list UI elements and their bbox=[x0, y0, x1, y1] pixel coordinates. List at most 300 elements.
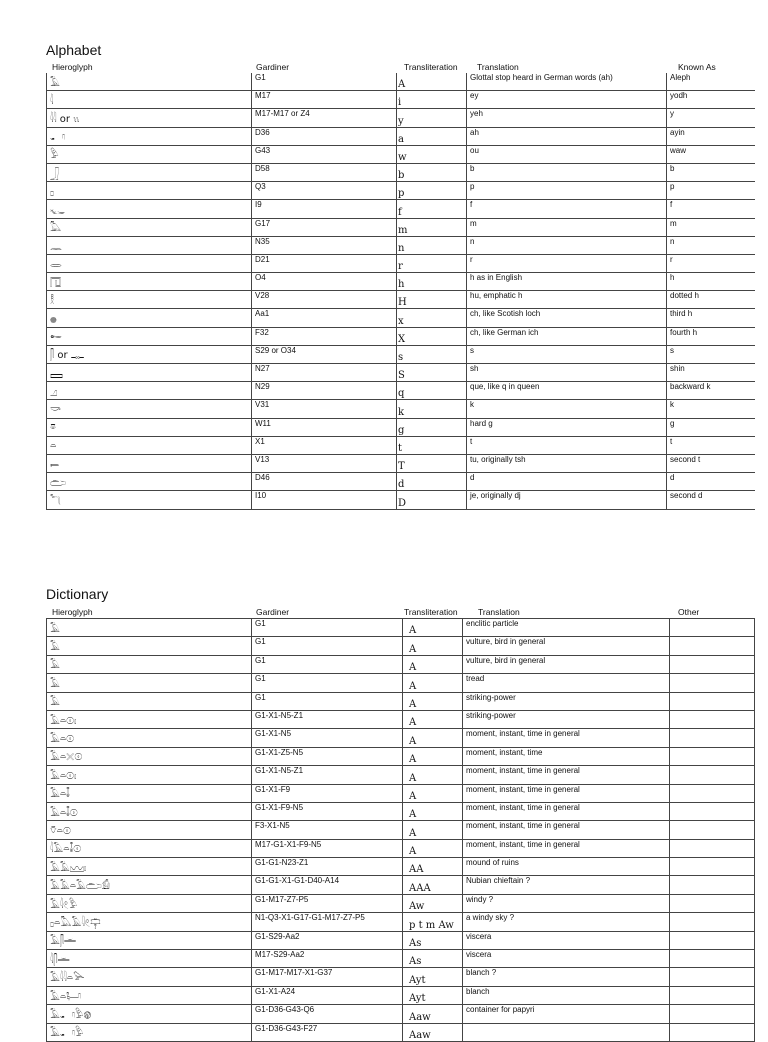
cell-translit: A bbox=[403, 729, 463, 747]
cell-known: p bbox=[667, 182, 755, 200]
cell-translation: yeh bbox=[467, 109, 667, 127]
cell-glyph: 𓍿 bbox=[47, 454, 252, 472]
cell-glyph: 𓂧 bbox=[47, 473, 252, 491]
alphabet-row bbox=[47, 273, 755, 291]
cell-gardiner: G1 bbox=[252, 619, 403, 637]
dictionary-row bbox=[47, 968, 755, 986]
cell-translit: A bbox=[403, 784, 463, 802]
alphabet-row bbox=[47, 254, 755, 272]
cell-translit: A bbox=[403, 637, 463, 655]
cell-translit: h bbox=[397, 273, 467, 291]
alphabet-row bbox=[47, 491, 755, 509]
cell-gardiner: G1 bbox=[252, 692, 403, 710]
cell-glyph: 𓄿𓂝𓅱 bbox=[47, 1023, 252, 1041]
cell-known: r bbox=[667, 254, 755, 272]
cell-translation: a windy sky ? bbox=[463, 913, 670, 931]
dictionary-title: Dictionary bbox=[46, 586, 109, 602]
cell-translation: p bbox=[467, 182, 667, 200]
cell-gardiner: G1-G1-X1-G1-D40-A14 bbox=[252, 876, 403, 894]
cell-translit: AA bbox=[403, 858, 463, 876]
cell-translit: H bbox=[397, 291, 467, 309]
cell-other bbox=[670, 655, 755, 673]
cell-translation: viscera bbox=[463, 931, 670, 949]
cell-gardiner: F32 bbox=[252, 327, 397, 345]
alphabet-row bbox=[47, 418, 755, 436]
cell-translit: s bbox=[397, 345, 467, 363]
cell-other bbox=[670, 637, 755, 655]
cell-translation: tread bbox=[463, 674, 670, 692]
cell-gardiner: M17-M17 or Z4 bbox=[252, 109, 397, 127]
cell-translit: Aaw bbox=[403, 1005, 463, 1023]
dictionary-row bbox=[47, 1023, 755, 1041]
cell-glyph: 𓇌 or 𓏭 bbox=[47, 109, 252, 127]
cell-gardiner: G1-X1-N5 bbox=[252, 729, 403, 747]
cell-gardiner: V31 bbox=[252, 400, 397, 418]
cell-translation: enclitic particle bbox=[463, 619, 670, 637]
cell-gardiner: N29 bbox=[252, 382, 397, 400]
cell-known: dotted h bbox=[667, 291, 755, 309]
cell-glyph: 𓈎 bbox=[47, 382, 252, 400]
alphabet-row bbox=[47, 109, 755, 127]
cell-translation: r bbox=[467, 254, 667, 272]
dictionary-row bbox=[47, 784, 755, 802]
cell-glyph: 𓄿 bbox=[47, 692, 252, 710]
cell-gardiner: I10 bbox=[252, 491, 397, 509]
cell-glyph: 𓋴 or 𓊃 bbox=[47, 345, 252, 363]
cell-glyph: 𓄿 bbox=[47, 73, 252, 91]
cell-translation: k bbox=[467, 400, 667, 418]
dictionary-row bbox=[47, 674, 755, 692]
cell-gardiner: D36 bbox=[252, 127, 397, 145]
cell-known: shin bbox=[667, 364, 755, 382]
cell-gardiner: M17 bbox=[252, 91, 397, 109]
cell-glyph: 𓄿 bbox=[47, 619, 252, 637]
cell-gardiner: F3-X1-N5 bbox=[252, 821, 403, 839]
cell-known: ayin bbox=[667, 127, 755, 145]
cell-other bbox=[670, 950, 755, 968]
cell-translation: ch, like German ich bbox=[467, 327, 667, 345]
cell-translation: vulture, bird in general bbox=[463, 637, 670, 655]
cell-translit: A bbox=[403, 655, 463, 673]
cell-known: y bbox=[667, 109, 755, 127]
cell-translit: As bbox=[403, 931, 463, 949]
dictionary-row bbox=[47, 802, 755, 820]
cell-translation: t bbox=[467, 436, 667, 454]
cell-other bbox=[670, 986, 755, 1004]
cell-glyph: 𓄿𓄿𓈉𓏤 bbox=[47, 858, 252, 876]
cell-glyph: 𓄿𓇋𓇋𓏏𓅪 bbox=[47, 968, 252, 986]
cell-gardiner: N35 bbox=[252, 236, 397, 254]
cell-other bbox=[670, 1023, 755, 1041]
cell-glyph: 𓎡 bbox=[47, 400, 252, 418]
dictionary-row bbox=[47, 619, 755, 637]
dictionary-row bbox=[47, 692, 755, 710]
dictionary-header-other: Other bbox=[678, 607, 700, 617]
cell-glyph: 𓄿𓏏𓄤𓇳 bbox=[47, 802, 252, 820]
cell-known: b bbox=[667, 163, 755, 181]
cell-translit: A bbox=[403, 747, 463, 765]
cell-gardiner: X1 bbox=[252, 436, 397, 454]
alphabet-row bbox=[47, 309, 755, 327]
cell-known: Aleph bbox=[667, 73, 755, 91]
cell-glyph: 𓄿𓏏𓇳 bbox=[47, 729, 252, 747]
cell-glyph: 𓎼 bbox=[47, 418, 252, 436]
cell-translation: windy ? bbox=[463, 894, 670, 912]
cell-translation: moment, instant, time bbox=[463, 747, 670, 765]
cell-glyph: 𓈙 bbox=[47, 364, 252, 382]
cell-gardiner: G1-D36-G43-Q6 bbox=[252, 1005, 403, 1023]
cell-other bbox=[670, 802, 755, 820]
alphabet-header-gardiner: Gardiner bbox=[256, 62, 290, 72]
alphabet-row bbox=[47, 345, 755, 363]
cell-translit: Aaw bbox=[403, 1023, 463, 1041]
dictionary-row bbox=[47, 1005, 755, 1023]
cell-translit: n bbox=[397, 236, 467, 254]
cell-translit: A bbox=[403, 802, 463, 820]
dictionary-row bbox=[47, 858, 755, 876]
alphabet-header-transliteration: Transliteration bbox=[404, 62, 458, 72]
cell-translation: moment, instant, time in general bbox=[463, 784, 670, 802]
cell-gardiner: D46 bbox=[252, 473, 397, 491]
cell-known: f bbox=[667, 200, 755, 218]
cell-gardiner: S29 or O34 bbox=[252, 345, 397, 363]
cell-translit: A bbox=[403, 674, 463, 692]
cell-glyph: 𓄣𓏏𓇳 bbox=[47, 821, 252, 839]
dictionary-table bbox=[46, 618, 755, 1042]
cell-gardiner: I9 bbox=[252, 200, 397, 218]
alphabet-row bbox=[47, 436, 755, 454]
alphabet-header-hieroglyph: Hieroglyph bbox=[52, 62, 93, 72]
cell-gardiner: G1 bbox=[252, 73, 397, 91]
cell-translit: t bbox=[397, 436, 467, 454]
cell-glyph: 𓐍 bbox=[47, 309, 252, 327]
cell-gardiner: G1-M17-M17-X1-G37 bbox=[252, 968, 403, 986]
cell-translation: moment, instant, time in general bbox=[463, 839, 670, 857]
cell-glyph: 𓄡 bbox=[47, 327, 252, 345]
alphabet-row bbox=[47, 127, 755, 145]
cell-translit: As bbox=[403, 950, 463, 968]
alphabet-row bbox=[47, 364, 755, 382]
cell-gardiner: G1-X1-N5-Z1 bbox=[252, 766, 403, 784]
cell-known: waw bbox=[667, 145, 755, 163]
cell-known: d bbox=[667, 473, 755, 491]
cell-glyph: 𓄿𓋴𓏛 bbox=[47, 931, 252, 949]
cell-glyph: 𓈖 bbox=[47, 236, 252, 254]
cell-translation: je, originally dj bbox=[467, 491, 667, 509]
cell-translation: viscera bbox=[463, 950, 670, 968]
cell-glyph: 𓃀 bbox=[47, 163, 252, 181]
cell-translit: w bbox=[397, 145, 467, 163]
dictionary-table-body bbox=[47, 619, 755, 1042]
alphabet-row bbox=[47, 145, 755, 163]
cell-glyph: 𓄿 bbox=[47, 655, 252, 673]
alphabet-row bbox=[47, 163, 755, 181]
cell-translit: Aw bbox=[403, 894, 463, 912]
cell-gardiner: D58 bbox=[252, 163, 397, 181]
dictionary-row bbox=[47, 913, 755, 931]
cell-glyph: 𓂝 bbox=[47, 127, 252, 145]
cell-gardiner: G1-M17-Z7-P5 bbox=[252, 894, 403, 912]
cell-known: second d bbox=[667, 491, 755, 509]
cell-translit: a bbox=[397, 127, 467, 145]
dictionary-row bbox=[47, 766, 755, 784]
cell-gardiner: G17 bbox=[252, 218, 397, 236]
alphabet-header-known-as: Known As bbox=[678, 62, 716, 72]
cell-gardiner: M17-S29-Aa2 bbox=[252, 950, 403, 968]
dictionary-row bbox=[47, 950, 755, 968]
cell-glyph: 𓏏 bbox=[47, 436, 252, 454]
cell-translit: y bbox=[397, 109, 467, 127]
cell-gardiner: G1 bbox=[252, 655, 403, 673]
cell-translation bbox=[463, 1023, 670, 1041]
cell-translation: striking-power bbox=[463, 710, 670, 728]
cell-translit: k bbox=[397, 400, 467, 418]
cell-gardiner: O4 bbox=[252, 273, 397, 291]
cell-glyph: 𓇋 bbox=[47, 91, 252, 109]
dictionary-header-gardiner: Gardiner bbox=[256, 607, 290, 617]
cell-gardiner: G1-D36-G43-F27 bbox=[252, 1023, 403, 1041]
cell-gardiner: G1-X1-F9 bbox=[252, 784, 403, 802]
cell-other bbox=[670, 1005, 755, 1023]
cell-known: fourth h bbox=[667, 327, 755, 345]
cell-other bbox=[670, 931, 755, 949]
cell-glyph: 𓊪 bbox=[47, 182, 252, 200]
cell-glyph: 𓇋𓋴𓏛 bbox=[47, 950, 252, 968]
cell-glyph: 𓄿𓄿𓏏𓄿𓂧𓀁 bbox=[47, 876, 252, 894]
alphabet-row bbox=[47, 400, 755, 418]
alphabet-header-translation: Translation bbox=[477, 62, 519, 72]
cell-gardiner: V28 bbox=[252, 291, 397, 309]
dictionary-header-transliteration: Transliteration bbox=[404, 607, 458, 617]
cell-translit: i bbox=[397, 91, 467, 109]
cell-translit: q bbox=[397, 382, 467, 400]
cell-gardiner: G1-X1-N5-Z1 bbox=[252, 710, 403, 728]
cell-glyph: 𓂋 bbox=[47, 254, 252, 272]
dictionary-row bbox=[47, 637, 755, 655]
cell-translation: Glottal stop heard in German words (ah) bbox=[467, 73, 667, 91]
cell-known: backward k bbox=[667, 382, 755, 400]
dictionary-row bbox=[47, 894, 755, 912]
cell-translation: blanch ? bbox=[463, 968, 670, 986]
cell-translit: Ayt bbox=[403, 968, 463, 986]
cell-other bbox=[670, 821, 755, 839]
cell-translation: blanch bbox=[463, 986, 670, 1004]
cell-translit: p bbox=[397, 182, 467, 200]
cell-glyph: 𓄿𓇋𓏲𓅱 bbox=[47, 894, 252, 912]
cell-translation: vulture, bird in general bbox=[463, 655, 670, 673]
cell-known: t bbox=[667, 436, 755, 454]
cell-gardiner: Q3 bbox=[252, 182, 397, 200]
cell-translit: g bbox=[397, 418, 467, 436]
cell-known: k bbox=[667, 400, 755, 418]
dictionary-header-hieroglyph: Hieroglyph bbox=[52, 607, 93, 617]
alphabet-table bbox=[46, 73, 755, 510]
cell-gardiner: Aa1 bbox=[252, 309, 397, 327]
cell-translit: A bbox=[403, 619, 463, 637]
alphabet-row bbox=[47, 473, 755, 491]
cell-translation: striking-power bbox=[463, 692, 670, 710]
cell-translit: d bbox=[397, 473, 467, 491]
dictionary-row bbox=[47, 710, 755, 728]
cell-translation: sh bbox=[467, 364, 667, 382]
cell-glyph: 𓄿 bbox=[47, 637, 252, 655]
cell-translit: p t m Aw bbox=[403, 913, 463, 931]
cell-translit: b bbox=[397, 163, 467, 181]
cell-gardiner: M17-G1-X1-F9-N5 bbox=[252, 839, 403, 857]
cell-translit: f bbox=[397, 200, 467, 218]
cell-translation: h as in English bbox=[467, 273, 667, 291]
cell-translation: Nubian chieftain ? bbox=[463, 876, 670, 894]
cell-translit: x bbox=[397, 309, 467, 327]
cell-translation: hu, emphatic h bbox=[467, 291, 667, 309]
cell-translit: A bbox=[403, 821, 463, 839]
cell-translation: f bbox=[467, 200, 667, 218]
cell-gardiner: G43 bbox=[252, 145, 397, 163]
cell-glyph: 𓄿𓏏𓇳𓏤 bbox=[47, 710, 252, 728]
cell-other bbox=[670, 894, 755, 912]
cell-translation: moment, instant, time in general bbox=[463, 802, 670, 820]
cell-translit: X bbox=[397, 327, 467, 345]
cell-translit: D bbox=[397, 491, 467, 509]
cell-glyph: 𓆓 bbox=[47, 491, 252, 509]
dictionary-header-row bbox=[46, 607, 754, 618]
alphabet-row bbox=[47, 91, 755, 109]
cell-other bbox=[670, 619, 755, 637]
cell-known: m bbox=[667, 218, 755, 236]
cell-translation: b bbox=[467, 163, 667, 181]
alphabet-row bbox=[47, 182, 755, 200]
cell-translit: Ayt bbox=[403, 986, 463, 1004]
cell-known: s bbox=[667, 345, 755, 363]
cell-glyph: 𓄿𓏏𓇳𓏤 bbox=[47, 766, 252, 784]
cell-translit: A bbox=[403, 839, 463, 857]
cell-other bbox=[670, 766, 755, 784]
cell-glyph: 𓇋𓄿𓏏𓄤𓇳 bbox=[47, 839, 252, 857]
cell-glyph: 𓄿𓏏𓏴𓇳 bbox=[47, 747, 252, 765]
alphabet-row bbox=[47, 382, 755, 400]
cell-translit: T bbox=[397, 454, 467, 472]
cell-known: yodh bbox=[667, 91, 755, 109]
dictionary-row bbox=[47, 986, 755, 1004]
cell-glyph: 𓄿𓂝𓅱𓊗 bbox=[47, 1005, 252, 1023]
cell-gardiner: N27 bbox=[252, 364, 397, 382]
cell-gardiner: V13 bbox=[252, 454, 397, 472]
alphabet-row bbox=[47, 236, 755, 254]
cell-translation: moment, instant, time in general bbox=[463, 729, 670, 747]
cell-translation: d bbox=[467, 473, 667, 491]
cell-other bbox=[670, 674, 755, 692]
alphabet-row bbox=[47, 454, 755, 472]
cell-glyph: 𓎛 bbox=[47, 291, 252, 309]
cell-glyph: 𓉔 bbox=[47, 273, 252, 291]
cell-known: third h bbox=[667, 309, 755, 327]
cell-translation: mound of ruins bbox=[463, 858, 670, 876]
dictionary-row bbox=[47, 876, 755, 894]
cell-other bbox=[670, 784, 755, 802]
dictionary-row bbox=[47, 839, 755, 857]
cell-glyph: 𓄿𓏏𓂡 bbox=[47, 986, 252, 1004]
cell-translation: ey bbox=[467, 91, 667, 109]
dictionary-row bbox=[47, 655, 755, 673]
cell-translation: tu, originally tsh bbox=[467, 454, 667, 472]
cell-translation: s bbox=[467, 345, 667, 363]
cell-translit: A bbox=[403, 766, 463, 784]
alphabet-row bbox=[47, 327, 755, 345]
cell-translation: ah bbox=[467, 127, 667, 145]
cell-gardiner: G1-G1-N23-Z1 bbox=[252, 858, 403, 876]
cell-gardiner: W11 bbox=[252, 418, 397, 436]
cell-translation: hard g bbox=[467, 418, 667, 436]
cell-translation: moment, instant, time in general bbox=[463, 766, 670, 784]
cell-gardiner: D21 bbox=[252, 254, 397, 272]
cell-glyph: 𓅱 bbox=[47, 145, 252, 163]
cell-gardiner: G1 bbox=[252, 637, 403, 655]
cell-translation: ch, like Scotish loch bbox=[467, 309, 667, 327]
dictionary-section bbox=[46, 586, 754, 1042]
cell-gardiner: G1-X1-Z5-N5 bbox=[252, 747, 403, 765]
cell-glyph: 𓊪𓏏𓅓𓄿𓇋𓏲𓊡 bbox=[47, 913, 252, 931]
cell-translation: container for papyri bbox=[463, 1005, 670, 1023]
cell-other bbox=[670, 913, 755, 931]
cell-translit: r bbox=[397, 254, 467, 272]
cell-other bbox=[670, 876, 755, 894]
dictionary-header-translation: Translation bbox=[478, 607, 520, 617]
cell-known: n bbox=[667, 236, 755, 254]
dictionary-row bbox=[47, 747, 755, 765]
cell-translit: A bbox=[397, 73, 467, 91]
dictionary-row bbox=[47, 729, 755, 747]
cell-translation: moment, instant, time in general bbox=[463, 821, 670, 839]
cell-translit: S bbox=[397, 364, 467, 382]
cell-translation: n bbox=[467, 236, 667, 254]
cell-gardiner: G1 bbox=[252, 674, 403, 692]
cell-other bbox=[670, 692, 755, 710]
alphabet-title: Alphabet bbox=[46, 42, 102, 58]
cell-glyph: 𓄿 bbox=[47, 674, 252, 692]
cell-translit: AAA bbox=[403, 876, 463, 894]
alphabet-table-body bbox=[47, 73, 755, 509]
alphabet-row bbox=[47, 218, 755, 236]
alphabet-row bbox=[47, 200, 755, 218]
cell-other bbox=[670, 729, 755, 747]
cell-glyph: 𓆑 bbox=[47, 200, 252, 218]
cell-translit: A bbox=[403, 710, 463, 728]
cell-translation: m bbox=[467, 218, 667, 236]
dictionary-row bbox=[47, 821, 755, 839]
cell-gardiner: G1-S29-Aa2 bbox=[252, 931, 403, 949]
cell-translit: m bbox=[397, 218, 467, 236]
dictionary-row bbox=[47, 931, 755, 949]
alphabet-row bbox=[47, 291, 755, 309]
cell-translation: que, like q in queen bbox=[467, 382, 667, 400]
cell-other bbox=[670, 968, 755, 986]
cell-glyph: 𓄿𓏏𓄤 bbox=[47, 784, 252, 802]
alphabet-header-row bbox=[46, 62, 754, 73]
cell-other bbox=[670, 710, 755, 728]
cell-gardiner: G1-X1-F9-N5 bbox=[252, 802, 403, 820]
cell-translation: ou bbox=[467, 145, 667, 163]
cell-gardiner: N1-Q3-X1-G17-G1-M17-Z7-P5 bbox=[252, 913, 403, 931]
cell-other bbox=[670, 747, 755, 765]
cell-known: g bbox=[667, 418, 755, 436]
alphabet-row bbox=[47, 73, 755, 91]
cell-known: h bbox=[667, 273, 755, 291]
alphabet-section bbox=[46, 42, 754, 510]
cell-glyph: 𓅓 bbox=[47, 218, 252, 236]
cell-gardiner: G1-X1-A24 bbox=[252, 986, 403, 1004]
cell-translit: A bbox=[403, 692, 463, 710]
cell-other bbox=[670, 858, 755, 876]
